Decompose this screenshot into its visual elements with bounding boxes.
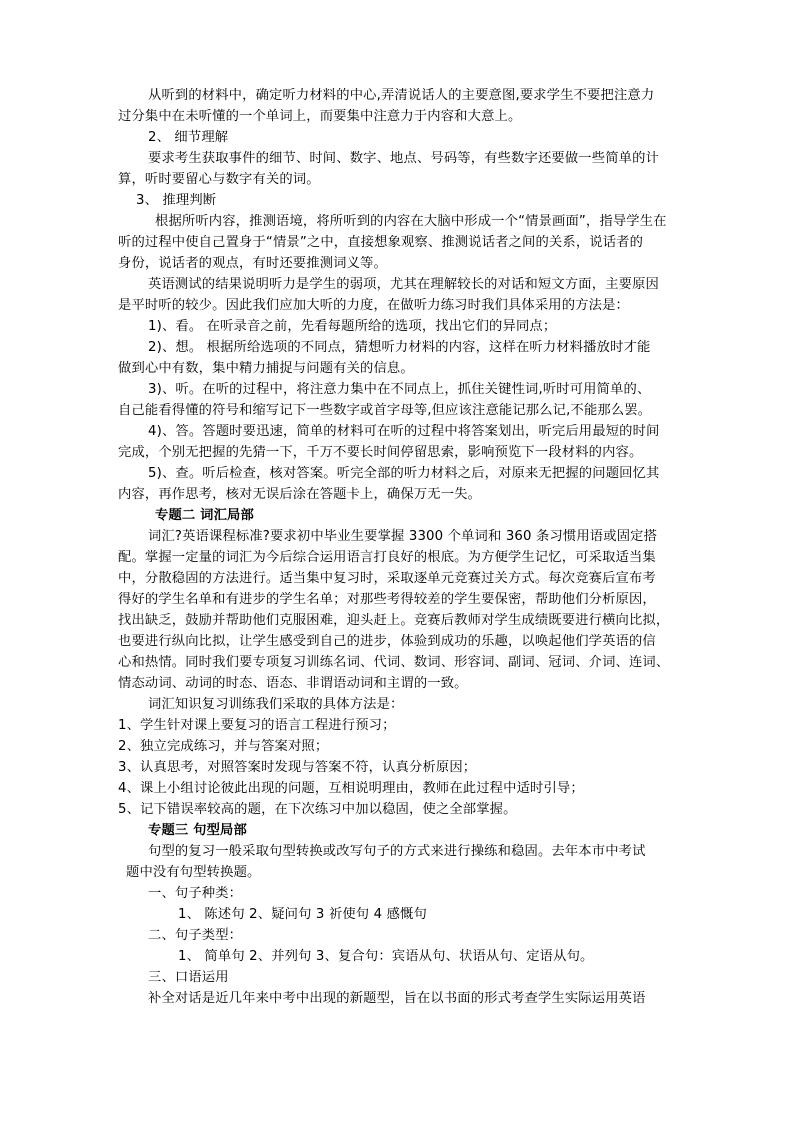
text-line: 身份，说话者的观点，有时还要推测词义等。 — [118, 256, 387, 271]
text-line: 词汇?英语课程标准?要求初中毕业生要掌握 3300 个单词和 360 条习惯用语或固定搭 — [148, 529, 658, 544]
text-line: 找出缺乏，鼓励并帮助他们克服困难，迎头赶上。竞赛后教师对学生成绩既要进行横向比拟， — [118, 613, 670, 628]
text-line: 1、学生针对课上要复习的语言工程进行预习； — [118, 718, 396, 733]
text-line: 词汇知识复习训练我们采取的具体方法是： — [148, 697, 404, 712]
text-line: 自己能看得懂的符号和缩写记下一些数字或首字母等,但应该注意能记那么记,不能那么罢。 — [118, 403, 652, 418]
text-line: 算，听时要留心与数字有关的词。 — [118, 172, 320, 187]
text-line: 2)、想。 根据所给选项的不同点，猜想听力材料的内容，这样在听力材料播放时才能 — [148, 340, 651, 355]
text-line: 4)、答。答题时要迅速，简单的材料可在听的过程中将答案划出，听完后用最短的时间 — [148, 424, 660, 439]
text-line: 英语测试的结果说明听力是学生的弱项，尤其在理解较长的对话和短文方面，主要原因 — [148, 277, 659, 292]
text-line: 也要进行纵向比拟，让学生感受到自己的进步，体验到成功的乐趣，以唤起他们学英语的信 — [118, 634, 656, 649]
text-line: 中，分散稳固的方法进行。适当集中复习时，采取逐单元竞赛过关方式。每次竞赛后宣布考 — [118, 571, 656, 586]
text-line: 得好的学生名单和有进步的学生名单；对那些考得较差的学生要保密，帮助他们分析原因， — [118, 592, 656, 607]
text-line: 听的过程中使自己置身于“情景”之中，直接想象观察、推测说话者之间的关系，说话者的 — [118, 235, 644, 250]
text-line: 3)、听。在听的过程中，将注意力集中在不同点上，抓住关键性词,听时可用简单的、 — [148, 382, 651, 397]
text-line: 三、口语运用 — [148, 970, 229, 985]
text-line: 2、 细节理解 — [148, 130, 229, 145]
section-heading: 专题三 句型局部 — [148, 823, 247, 838]
text-line: 内容，再作思考，核对无误后涂在答题卡上，确保万无一失。 — [118, 487, 482, 502]
text-line: 要求考生获取事件的细节、时间、数字、地点、号码等，有些数字还要做一些简单的计 — [148, 151, 659, 166]
text-line: 是平时听的较少。因此我们应加大听的力度，在做听力练习时我们具体采用的方法是： — [118, 298, 629, 313]
text-line: 4、课上小组讨论彼此出现的问题，互相说明理由，教师在此过程中适时引导； — [118, 781, 584, 796]
text-line: 配。掌握一定量的词汇为今后综合运用语言打良好的根底。为方便学生记忆，可采取适当集 — [118, 550, 656, 565]
text-line: 补全对话是近几年来中考中出现的新题型，旨在以书面的形式考查学生实际运用英语 — [148, 991, 646, 1006]
text-line: 从听到的材料中，确定听力材料的中心,弄清说话人的主要意图,要求学生不要把注意力 — [148, 88, 655, 103]
text-line: 完成，个别无把握的先猜一下，千万不要长时间停留思索，影响预览下一段材料的内容。 — [118, 445, 643, 460]
text-line: 3、认真思考，对照答案时发现与答案不符，认真分析原因； — [118, 760, 477, 775]
section-heading: 专题二 词汇局部 — [155, 508, 254, 523]
text-line: 3、 推理判断 — [136, 193, 217, 208]
text-line: 二、句子类型： — [148, 928, 243, 943]
text-line: 做到心中有数，集中精力捕捉与问题有关的信息。 — [118, 361, 414, 376]
text-line: 5、记下错误率较高的题，在下次练习中加以稳固，使之全部掌握。 — [118, 802, 517, 817]
text-line: 一、句子种类： — [148, 886, 243, 901]
text-line: 5)、查。听后检查，核对答案。听完全部的听力材料之后，对原来无把握的问题回忆其 — [148, 466, 660, 481]
text-line: 1)、看。 在听录音之前，先看每题所给的选项，找出它们的异同点； — [148, 319, 557, 334]
text-line: 过分集中在未听懂的一个单词上，而要集中注意力于内容和大意上。 — [118, 109, 522, 124]
text-line: 1、 简单句 2、并列句 3、复合句：宾语从句、状语从句、定语从句。 — [178, 949, 594, 964]
text-line: 1、 陈述句 2、疑问句 3 祈使句 4 感慨句 — [178, 907, 427, 922]
text-line: 根据所听内容，推测语境，将所听到的内容在大脑中形成一个“情景画面”，指导学生在 — [155, 214, 667, 229]
text-line: 题中没有句型转换题。 — [126, 865, 261, 880]
text-line: 句型的复习一般采取句型转换或改写句子的方式来进行操练和稳固。去年本市中考试 — [148, 844, 646, 859]
text-line: 2、独立完成练习，并与答案对照； — [118, 739, 329, 754]
text-line: 心和热情。同时我们要专项复习训练名词、代词、数词、形容词、副词、冠词、介词、连词、 — [118, 655, 670, 670]
text-line: 情态动词、动词的时态、语态、非谓语动词和主谓的一致。 — [118, 676, 468, 691]
